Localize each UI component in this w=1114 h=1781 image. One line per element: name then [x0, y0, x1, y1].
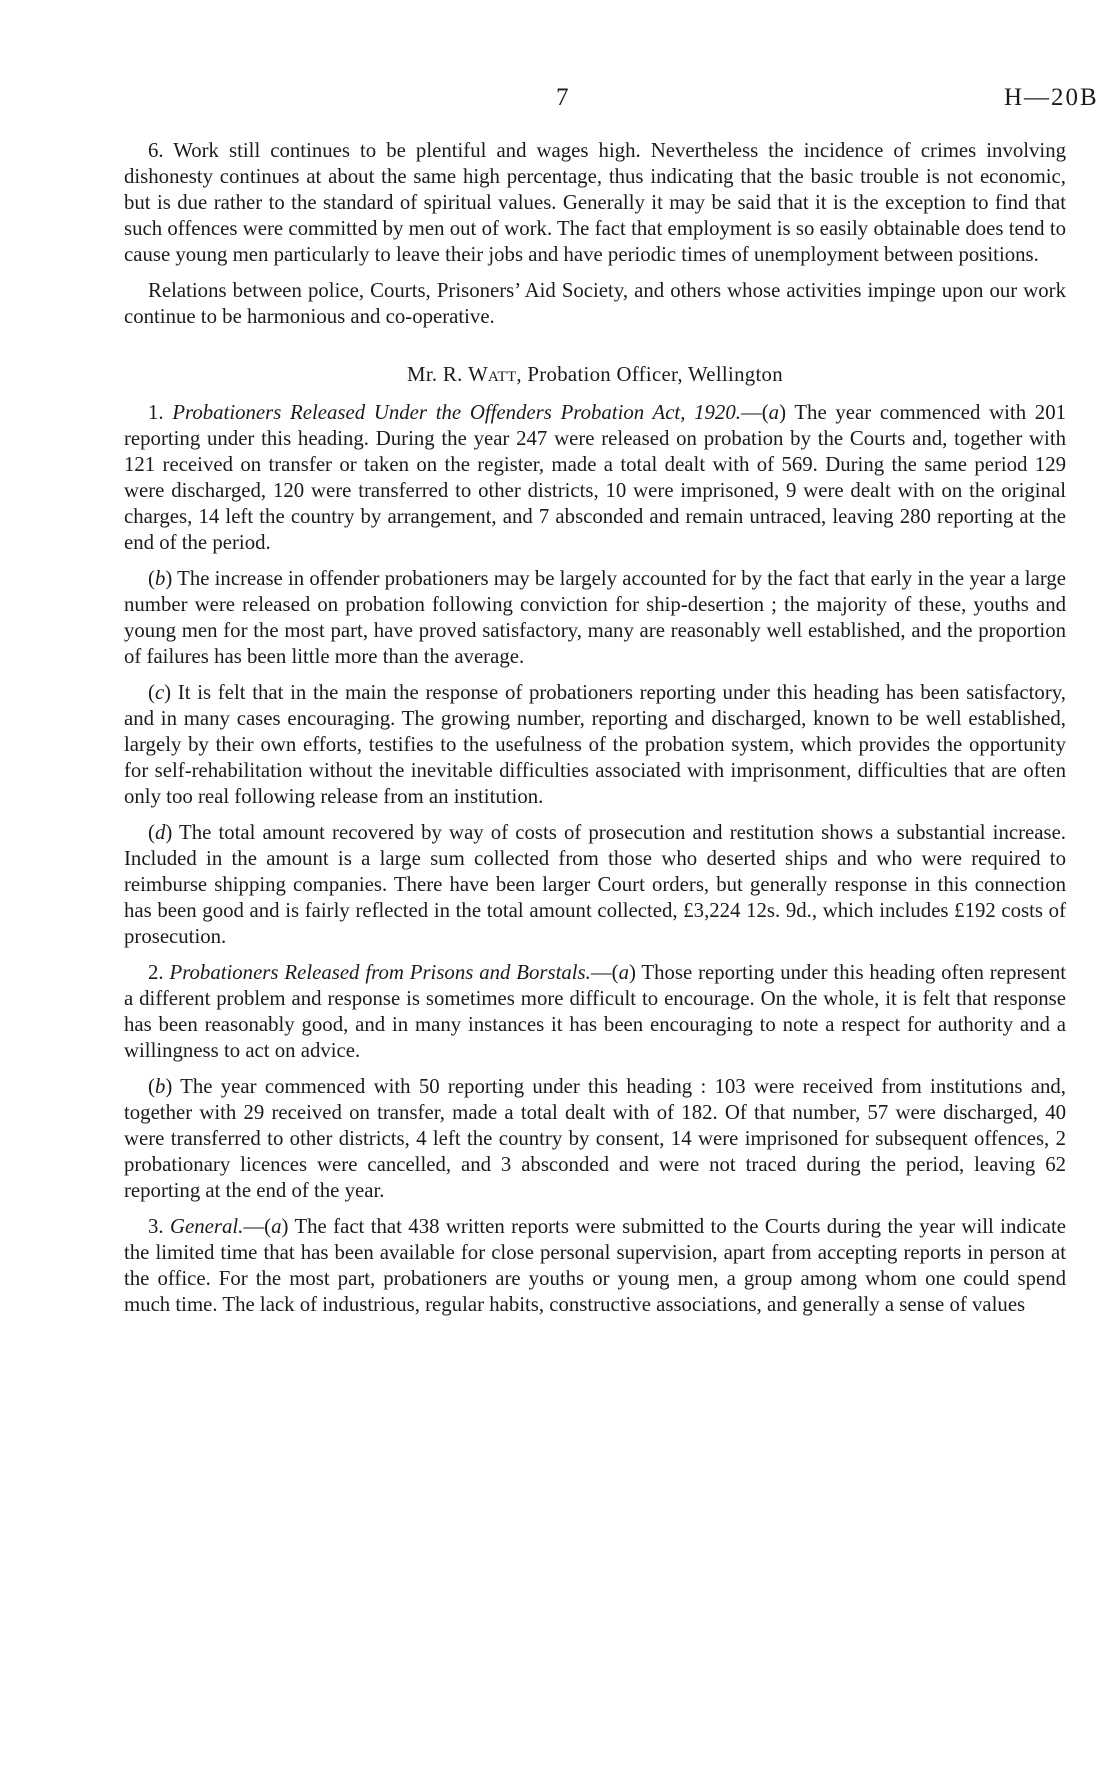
section-2-paragraph-b: (b) The year commenced with 50 reporting under this heading : 103 were received from institutions and, together with 29 received on transfer, made a total dealt with of 182. Of that number, 57 were discharged, 40 were transferred to other districts, 4 left the country by consent, 14 were imprisoned for subsequent offences, 2 probationary licences were cancelled, and 3 absconded and were not traced during the period, leaving 62 reporting at the end of the year.	[124, 1075, 1066, 1202]
section-2-sub-label: a	[618, 961, 629, 984]
document-body	[124, 138, 1066, 1328]
document-reference: H—20B	[1004, 84, 1099, 111]
section-2-paragraph-a	[124, 960, 1066, 1064]
section-1-title: Probationers Released Under the Offenders Probation Act, 1920.	[172, 401, 741, 424]
section-1-paragraph-b: (b) The increase in offender probationers may be largely accounted for by the fact that early in the year a large number were released on probation following conviction for ship-desertion ; the majority of these, youths and young men for the most part, have proved satisfactory, many are reasonably well established, and the proportion of failures has been little more than the average.	[124, 567, 1066, 668]
section-1-dash: —(	[740, 401, 769, 424]
page-header	[0, 84, 1114, 118]
paragraph-text: The year commenced with 50 reporting under this heading : 103 were received from institutions and, together with 29 received on transfer, made a total dealt with of 182. Of that number, 57 were discharged, 40 were transferred to other districts, 4 left the country by consent, 14 were imprisoned for subsequent offences, 2 probationary licences were cancelled, and 3 absconded and were not traced during the period, leaving 62 reporting at the end of the year.	[124, 1075, 1066, 1202]
section-2-number: 2.	[148, 961, 170, 984]
section-3-number: 3.	[148, 1215, 170, 1238]
paragraph-label: c	[154, 681, 165, 704]
section-3-text: ) The fact that 438 written reports were submitted to the Courts during the year will indicate the limited time that has been available for close personal supervision, apart from accepting reports in person at the office. For the most part, probationers are youths or young men, a group among whom one could spend much time. The lack of industrious, regular habits, constructive associations, and generally a sense of values	[124, 1215, 1066, 1316]
paragraph-label: d	[154, 821, 166, 844]
page-number: 7	[556, 84, 569, 111]
officer-prefix: Mr. R.	[407, 363, 469, 386]
officer-title: , Probation Officer, Wellington	[516, 363, 783, 386]
section-2-title: Probationers Released from Prisons and Borstals.	[169, 961, 591, 984]
paragraph-text: It is felt that in the main the response of probationers reporting under this heading has been satisfactory, and in many cases encouraging. The growing number, reporting and discharged, known to be well established, largely by their own efforts, testifies to the usefulness of the probation system, which provides the opportunity for self-rehabilitation without the inevitable difficulties associated with imprisonment, difficulties that are often only too real following release from an institution.	[124, 681, 1066, 808]
section-1-paragraph-d: (d) The total amount recovered by way of costs of prosecution and restitution shows a substantial increase. Included in the amount is a large sum collected from those who deserted ships and who were required to reimburse shipping companies. There have been larger Court orders, but generally response in this connection has been good and is fairly reflected in the total amount collected, £3,224 12s. 9d., which includes £192 costs of prosecution.	[124, 821, 1066, 948]
section-1-number: 1.	[148, 401, 173, 424]
paragraph-work-conditions: 6. Work still continues to be plentiful and wages high. Nevertheless the incidence of crimes involving dishonesty continues at about the same high percentage, thus indicating that the basic trouble is not economic, but is due rather to the standard of spiritual values. Generally it may be said that it is the exception to find that such offences were committed by men out of work. The fact that employment is so easily obtainable does tend to cause young men particularly to leave their jobs and have periodic times of unemployment between positions.	[124, 139, 1066, 266]
section-3-paragraph-a	[124, 1214, 1066, 1318]
section-3-title: General.	[170, 1215, 244, 1238]
paragraph-label: b	[154, 567, 166, 590]
section-3-dash: —(	[243, 1215, 272, 1238]
officer-heading	[124, 362, 1066, 388]
paragraph-text: The increase in offender probationers may be largely accounted for by the fact that early in the year a large number were released on probation following conviction for ship-desertion ; the majority of these, youths and young men for the most part, have proved satisfactory, many are reasonably well established, and the proportion of failures has been little more than the average.	[124, 567, 1066, 668]
section-3-sub-label: a	[271, 1215, 282, 1238]
paragraph-text: The total amount recovered by way of costs of prosecution and restitution shows a substantial increase. Included in the amount is a large sum collected from those who deserted ships and who were required to reimburse shipping companies. There have been larger Court orders, but generally response in this connection has been good and is fairly reflected in the total amount collected, £3,224 12s. 9d., which includes £192 costs of prosecution.	[124, 821, 1066, 948]
section-1-paragraph-a	[124, 400, 1066, 556]
section-1-text: ) The year commenced with 201 reporting under this heading. During the year 247 were released on probation by the Courts and, together with 121 received on transfer or taken on the register, made a total dealt with of 569. During the same period 129 were discharged, 120 were transferred to other districts, 10 were imprisoned, 9 were dealt with on the original charges, 14 left the country by arrangement, and 7 absconded and remain untraced, leaving 280 reporting at the end of the period.	[124, 401, 1067, 554]
paragraph-relations: Relations between police, Courts, Prisoners’ Aid Society, and others whose activities impinge upon our work continue to be harmonious and co-operative.	[124, 279, 1066, 328]
section-2-text: ) Those reporting under this heading often represent a different problem and response is sometimes more difficult to encourage. On the whole, it is felt that response has been reasonably good, and in many instances it has been encouraging to note a respect for authority and a willingness to act on advice.	[124, 961, 1066, 1062]
paragraph-label: b	[154, 1075, 166, 1098]
section-1-sub-label: a	[768, 401, 780, 424]
section-1-paragraph-c: (c) It is felt that in the main the response of probationers reporting under this heading has been satisfactory, and in many cases encouraging. The growing number, reporting and discharged, known to be well established, largely by their own efforts, testifies to the usefulness of the probation system, which provides the opportunity for self-rehabilitation without the inevitable difficulties associated with imprisonment, difficulties that are often only too real following release from an institution.	[124, 681, 1066, 808]
officer-surname: Watt	[468, 363, 517, 386]
section-2-dash: —(	[590, 961, 619, 984]
